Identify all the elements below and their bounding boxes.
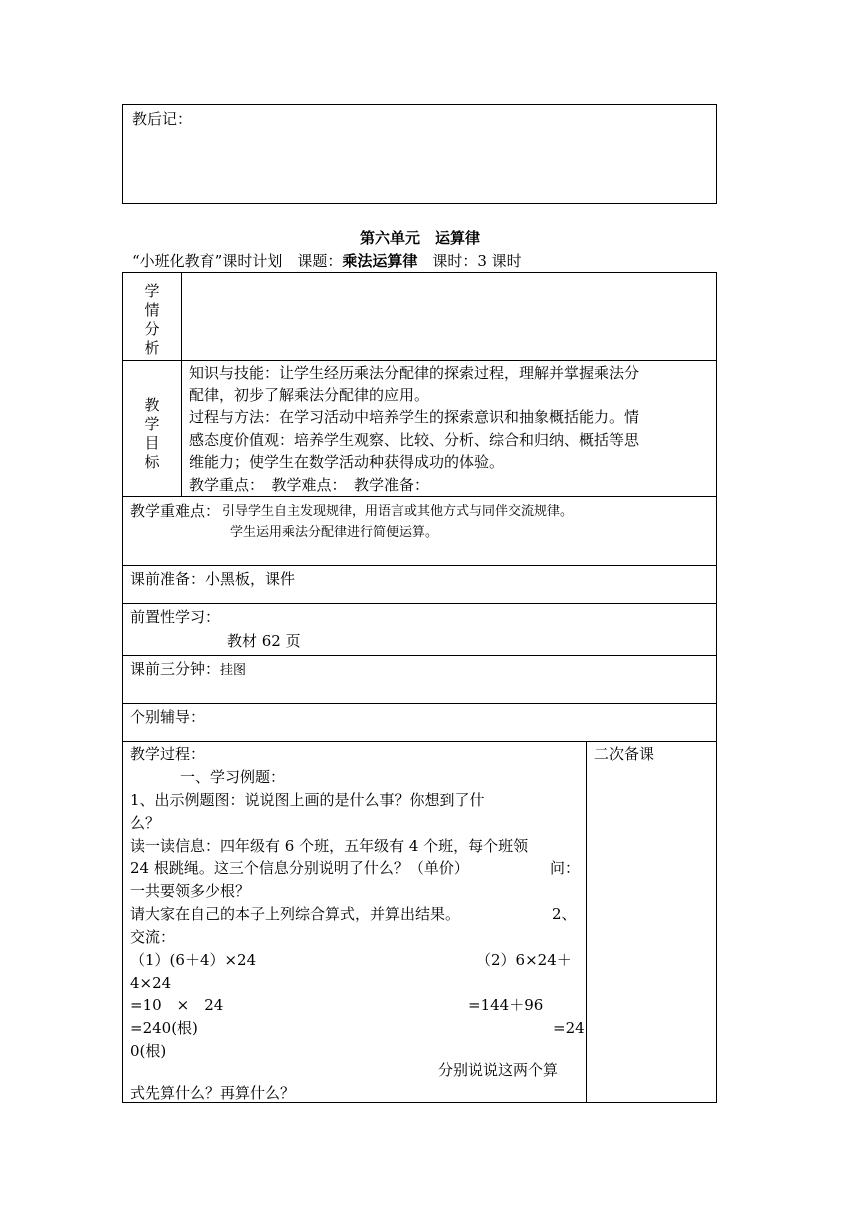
row-divider: [122, 655, 717, 656]
tutoring-label: 个别辅导：: [130, 708, 206, 726]
row-divider: [122, 360, 717, 361]
preview-content: 教材 62 页: [227, 632, 301, 650]
three-minutes-content: 挂图: [220, 663, 247, 678]
process-line: 0(根): [130, 1042, 167, 1060]
goals-line: 知识与技能：让学生经历乘法分配律的探索过程，理解并掌握乘法分: [189, 364, 640, 382]
plan-prefix: “小班化教育”课时计划 课题：: [132, 252, 343, 270]
process-line: 4×24: [130, 974, 172, 992]
goals-line: 维能力；使学生在数学活动种获得成功的体验。: [189, 453, 505, 471]
three-minutes-label: 课前三分钟：: [130, 660, 221, 678]
second-prep-label: 二次备课: [594, 745, 655, 763]
lesson-topic: 乘法运算律: [342, 252, 418, 270]
three-minutes: [130, 660, 246, 680]
key-points-label: 教学重难点：: [130, 502, 221, 520]
lesson-hours: 课时：3 课时: [417, 252, 522, 270]
process-line: =10 × 24: [130, 996, 224, 1014]
plan-heading: [132, 252, 522, 271]
process-line: 请大家在自己的本子上列综合算式，并算出结果。: [130, 905, 461, 923]
goals-line: 感态度价值观：培养学生观察、比较、分析、综合和归纳、概括等思: [189, 431, 640, 449]
process-line: 1、出示例题图：说说图上画的是什么事？你想到了什: [130, 791, 485, 809]
process-line: =24: [553, 1019, 585, 1037]
preview-label: 前置性学习：: [130, 608, 221, 626]
process-label: 教学过程：: [130, 745, 206, 763]
process-line: 一共要领多少根？: [130, 882, 251, 900]
process-line: 式先算什么？再算什么？: [130, 1084, 296, 1102]
row-divider: [122, 741, 717, 742]
row-divider: [122, 565, 717, 566]
process-line: =144＋96: [468, 996, 544, 1014]
process-line: =240(根): [130, 1019, 198, 1037]
process-line: 么？: [130, 814, 161, 832]
process-line: 交流：: [130, 928, 176, 946]
goals-line: 配律，初步了解乘法分配律的应用。: [189, 386, 430, 404]
process-line: 读一读信息：四年级有 6 个班，五年级有 4 个班，每个班领: [130, 837, 529, 855]
afterword-box: [122, 104, 717, 204]
afterword-label: 教后记：: [132, 110, 193, 128]
process-line: （1）(6＋4）×24: [130, 951, 257, 969]
key-point-1: 引导学生自主发现规律，用语言或其他方式与同伴交流规律。: [222, 504, 574, 519]
process-line: 一、学习例题：: [180, 768, 286, 786]
key-point-2: 学生运用乘法分配律进行简便运算。: [230, 525, 439, 540]
row-divider: [122, 496, 717, 497]
process-line: （2）6×24＋: [476, 951, 572, 969]
row-divider: [122, 703, 717, 704]
situation-label: 学情分析: [144, 282, 160, 357]
goals-label: 教学目标: [144, 396, 160, 471]
process-line: 分别说说这两个算: [438, 1061, 559, 1079]
goals-line: 教学重点： 教学难点： 教学准备：: [189, 476, 430, 494]
unit-title: 第六单元 运算律: [360, 229, 481, 247]
second-prep-divider: [586, 741, 587, 1103]
process-line: 24 根跳绳。这三个信息分别说明了什么？（单价）: [130, 859, 469, 877]
process-line: 2、: [552, 905, 577, 923]
label-column-divider: [181, 272, 182, 496]
row-divider: [122, 603, 717, 604]
process-line: 问：: [550, 859, 581, 877]
class-prep: 课前准备：小黑板，课件: [130, 570, 296, 588]
goals-line: 过程与方法：在学习活动中培养学生的探索意识和抽象概括能力。情: [189, 408, 640, 426]
